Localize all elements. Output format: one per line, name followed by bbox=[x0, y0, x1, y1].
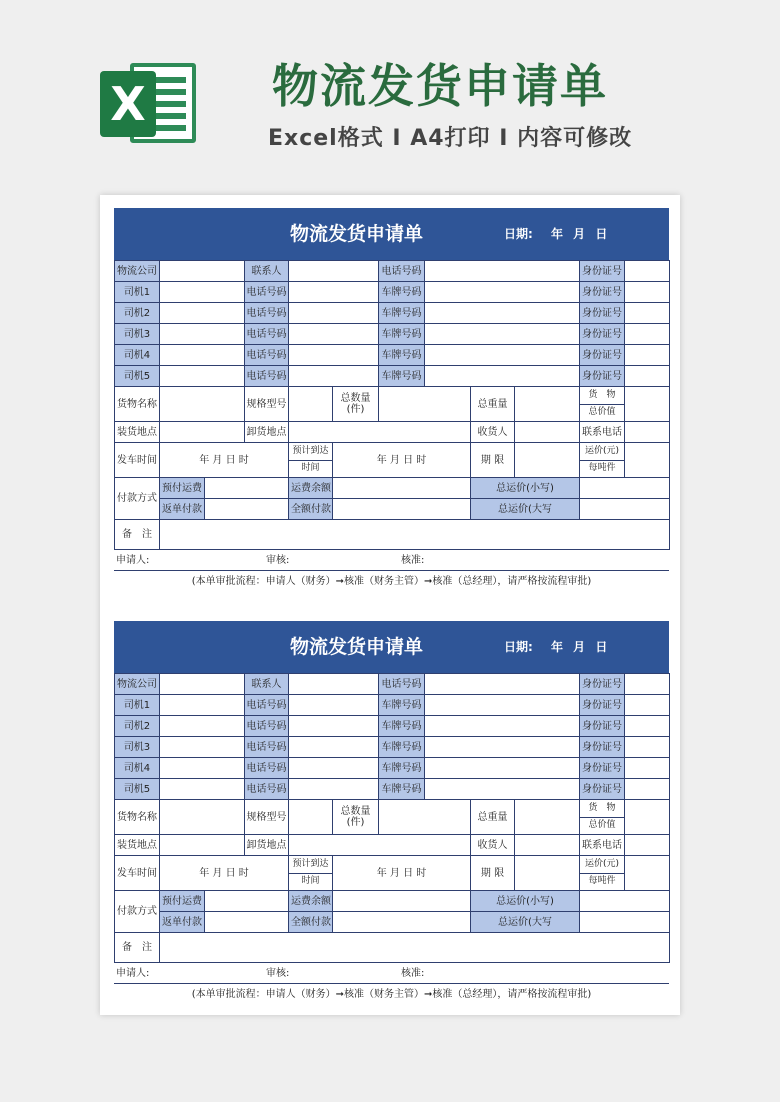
label-plate: 车牌号码 bbox=[379, 303, 425, 324]
row-driver-3 bbox=[115, 737, 670, 758]
input-total-small[interactable] bbox=[580, 478, 670, 499]
row-driver-5 bbox=[115, 366, 670, 387]
label-driver: 司机5 bbox=[115, 366, 160, 387]
label-driver-phone: 电话号码 bbox=[245, 716, 289, 737]
row-remark bbox=[115, 520, 670, 550]
input-prepaid[interactable] bbox=[205, 891, 289, 912]
label-total-big: 总运价(大写 bbox=[471, 912, 580, 933]
label-total-big: 总运价(大写 bbox=[471, 499, 580, 520]
label-goods-a: 货 物 bbox=[580, 387, 625, 405]
row-depart bbox=[115, 443, 670, 461]
input-plate[interactable] bbox=[425, 282, 580, 303]
input-freight[interactable] bbox=[625, 856, 670, 891]
input-return-pay[interactable] bbox=[205, 912, 289, 933]
form-title: 物流发货申请单 bbox=[290, 636, 424, 658]
input-total-big[interactable] bbox=[580, 499, 670, 520]
row-goods bbox=[115, 387, 670, 405]
label-driver: 司机2 bbox=[115, 716, 160, 737]
input-eta-time[interactable]: 年 月 日 时 bbox=[333, 443, 471, 478]
input-driver-idcard[interactable] bbox=[625, 366, 670, 387]
input-driver-idcard[interactable] bbox=[625, 282, 670, 303]
label-driver-phone: 电话号码 bbox=[245, 303, 289, 324]
row-signatures bbox=[114, 550, 669, 571]
input-driver-phone[interactable] bbox=[289, 758, 379, 779]
input-driver-name[interactable] bbox=[160, 737, 245, 758]
input-total-qty[interactable] bbox=[379, 800, 471, 835]
label-contact: 联系人 bbox=[245, 261, 289, 282]
label-approve: 核准: bbox=[401, 554, 425, 566]
label-driver-idcard: 身份证号 bbox=[580, 779, 625, 800]
label-freight-a: 运价(元) bbox=[580, 856, 625, 874]
label-load-place: 装货地点 bbox=[115, 835, 160, 856]
date-ymd: 年 月 日 bbox=[551, 227, 608, 241]
label-goods-b: 总价值 bbox=[580, 404, 625, 422]
label-prepaid: 预付运费 bbox=[160, 891, 205, 912]
input-phone[interactable] bbox=[425, 261, 580, 282]
label-driver: 司机2 bbox=[115, 303, 160, 324]
row-company bbox=[115, 261, 670, 282]
form-table bbox=[114, 673, 670, 963]
label-applicant: 申请人: bbox=[116, 554, 150, 566]
input-freight-balance[interactable] bbox=[333, 478, 471, 499]
label-total-weight: 总重量 bbox=[471, 800, 515, 835]
label-driver-phone: 电话号码 bbox=[245, 779, 289, 800]
input-driver-name[interactable] bbox=[160, 282, 245, 303]
label-total-weight: 总重量 bbox=[471, 387, 515, 422]
input-plate[interactable] bbox=[425, 737, 580, 758]
form-title-bar bbox=[114, 621, 669, 673]
label-plate: 车牌号码 bbox=[379, 695, 425, 716]
label-total-small: 总运价(小写) bbox=[471, 478, 580, 499]
input-plate[interactable] bbox=[425, 324, 580, 345]
label-driver-idcard: 身份证号 bbox=[580, 737, 625, 758]
row-driver-4 bbox=[115, 345, 670, 366]
row-flow-note bbox=[114, 571, 669, 592]
label-driver-idcard: 身份证号 bbox=[580, 716, 625, 737]
label-phone: 电话号码 bbox=[379, 674, 425, 695]
form-table bbox=[114, 260, 670, 550]
label-remark: 备 注 bbox=[115, 933, 160, 963]
row-company bbox=[115, 674, 670, 695]
input-driver-phone[interactable] bbox=[289, 779, 379, 800]
label-driver-phone: 电话号码 bbox=[245, 345, 289, 366]
application-form-1 bbox=[114, 208, 669, 591]
input-load-place[interactable] bbox=[160, 422, 245, 443]
label-phone: 电话号码 bbox=[379, 261, 425, 282]
input-phone[interactable] bbox=[425, 674, 580, 695]
approval-flow-note: (本单审批流程：申请人（财务）➞核准（财务主管）➞核准（总经理），请严格按流程审批) bbox=[114, 571, 669, 592]
input-driver-name[interactable] bbox=[160, 324, 245, 345]
input-term[interactable] bbox=[515, 856, 580, 891]
label-full-pay: 全额付款 bbox=[289, 912, 333, 933]
row-remark bbox=[115, 933, 670, 963]
label-applicant: 申请人: bbox=[116, 967, 150, 979]
label-receiver: 收货人 bbox=[471, 422, 515, 443]
input-plate[interactable] bbox=[425, 366, 580, 387]
input-contact-phone[interactable] bbox=[625, 422, 670, 443]
label-freight-balance: 运费余额 bbox=[289, 478, 333, 499]
row-driver-1 bbox=[115, 282, 670, 303]
label-idcard: 身份证号 bbox=[580, 674, 625, 695]
label-driver-phone: 电话号码 bbox=[245, 366, 289, 387]
page-subtitle: Excel格式 I A4打印 I 内容可修改 bbox=[268, 126, 633, 151]
signature-table bbox=[114, 550, 669, 591]
label-freight-a: 运价(元) bbox=[580, 443, 625, 461]
label-plate: 车牌号码 bbox=[379, 716, 425, 737]
row-pay-2 bbox=[115, 499, 670, 520]
input-driver-idcard[interactable] bbox=[625, 303, 670, 324]
label-driver-idcard: 身份证号 bbox=[580, 695, 625, 716]
signature-table bbox=[114, 963, 669, 1004]
label-full-pay: 全额付款 bbox=[289, 499, 333, 520]
input-driver-name[interactable] bbox=[160, 366, 245, 387]
input-freight-balance[interactable] bbox=[333, 891, 471, 912]
input-total-qty[interactable] bbox=[379, 387, 471, 422]
input-contact[interactable] bbox=[289, 261, 379, 282]
label-return-pay: 返单付款 bbox=[160, 499, 205, 520]
approval-flow-note: (本单审批流程：申请人（财务）➞核准（财务主管）➞核准（总经理），请严格按流程审批) bbox=[114, 984, 669, 1005]
input-goods-name[interactable] bbox=[160, 800, 245, 835]
label-total-small: 总运价(小写) bbox=[471, 891, 580, 912]
label-contact-phone: 联系电话 bbox=[580, 835, 625, 856]
date-ymd: 年 月 日 bbox=[551, 640, 608, 654]
input-driver-name[interactable] bbox=[160, 779, 245, 800]
label-depart-time: 发车时间 bbox=[115, 856, 160, 891]
input-company[interactable] bbox=[160, 674, 245, 695]
label-receiver: 收货人 bbox=[471, 835, 515, 856]
input-prepaid[interactable] bbox=[205, 478, 289, 499]
input-company[interactable] bbox=[160, 261, 245, 282]
row-depart bbox=[115, 856, 670, 874]
label-driver-idcard: 身份证号 bbox=[580, 303, 625, 324]
label-review: 审核: bbox=[266, 967, 290, 979]
label-return-pay: 返单付款 bbox=[160, 912, 205, 933]
label-driver-phone: 电话号码 bbox=[245, 695, 289, 716]
input-driver-idcard[interactable] bbox=[625, 779, 670, 800]
label-driver: 司机3 bbox=[115, 324, 160, 345]
label-driver: 司机4 bbox=[115, 345, 160, 366]
input-driver-phone[interactable] bbox=[289, 303, 379, 324]
input-remark[interactable] bbox=[160, 520, 670, 550]
row-pay-1 bbox=[115, 891, 670, 912]
input-driver-idcard[interactable] bbox=[625, 324, 670, 345]
input-goods-value[interactable] bbox=[625, 800, 670, 835]
label-depart-time: 发车时间 bbox=[115, 443, 160, 478]
label-driver-idcard: 身份证号 bbox=[580, 758, 625, 779]
input-driver-phone[interactable] bbox=[289, 282, 379, 303]
label-goods-name: 货物名称 bbox=[115, 387, 160, 422]
label-pay-method: 付款方式 bbox=[115, 891, 160, 933]
page-header bbox=[0, 0, 780, 185]
input-total-weight[interactable] bbox=[515, 800, 580, 835]
row-driver-2 bbox=[115, 303, 670, 324]
label-plate: 车牌号码 bbox=[379, 737, 425, 758]
input-load-place[interactable] bbox=[160, 835, 245, 856]
row-driver-3 bbox=[115, 324, 670, 345]
label-remark: 备 注 bbox=[115, 520, 160, 550]
input-term[interactable] bbox=[515, 443, 580, 478]
label-plate: 车牌号码 bbox=[379, 758, 425, 779]
input-plate[interactable] bbox=[425, 779, 580, 800]
input-driver-phone[interactable] bbox=[289, 737, 379, 758]
label-driver-phone: 电话号码 bbox=[245, 758, 289, 779]
input-driver-name[interactable] bbox=[160, 716, 245, 737]
label-driver: 司机5 bbox=[115, 779, 160, 800]
label-unload-place: 卸货地点 bbox=[245, 422, 289, 443]
input-remark[interactable] bbox=[160, 933, 670, 963]
label-plate: 车牌号码 bbox=[379, 324, 425, 345]
input-receiver[interactable] bbox=[515, 422, 580, 443]
input-driver-idcard[interactable] bbox=[625, 758, 670, 779]
row-pay-2 bbox=[115, 912, 670, 933]
input-freight[interactable] bbox=[625, 443, 670, 478]
label-company: 物流公司 bbox=[115, 674, 160, 695]
input-full-pay[interactable] bbox=[333, 499, 471, 520]
date-label: 日期: bbox=[504, 640, 533, 654]
label-spec: 规格型号 bbox=[245, 800, 289, 835]
input-driver-name[interactable] bbox=[160, 345, 245, 366]
label-unload-place: 卸货地点 bbox=[245, 835, 289, 856]
label-review: 审核: bbox=[266, 554, 290, 566]
label-driver-phone: 电话号码 bbox=[245, 737, 289, 758]
label-eta-b: 时间 bbox=[289, 873, 333, 891]
input-spec[interactable] bbox=[289, 387, 333, 422]
row-driver-4 bbox=[115, 758, 670, 779]
label-goods-name: 货物名称 bbox=[115, 800, 160, 835]
label-contact: 联系人 bbox=[245, 674, 289, 695]
label-driver-idcard: 身份证号 bbox=[580, 282, 625, 303]
label-eta-a: 预计到达 bbox=[289, 856, 333, 874]
label-eta-a: 预计到达 bbox=[289, 443, 333, 461]
input-plate[interactable] bbox=[425, 758, 580, 779]
input-driver-name[interactable] bbox=[160, 695, 245, 716]
input-depart-time[interactable]: 年 月 日 时 bbox=[160, 443, 289, 478]
page-title: 物流发货申请单 bbox=[272, 59, 608, 113]
input-contact-phone[interactable] bbox=[625, 835, 670, 856]
input-driver-idcard[interactable] bbox=[625, 737, 670, 758]
label-freight-b: 每吨件 bbox=[580, 460, 625, 478]
label-driver: 司机3 bbox=[115, 737, 160, 758]
input-unload-place[interactable] bbox=[289, 422, 471, 443]
row-signatures bbox=[114, 963, 669, 984]
input-idcard[interactable] bbox=[625, 261, 670, 282]
input-spec[interactable] bbox=[289, 800, 333, 835]
input-driver-idcard[interactable] bbox=[625, 695, 670, 716]
paper-sheet bbox=[100, 195, 680, 1015]
label-spec: 规格型号 bbox=[245, 387, 289, 422]
input-driver-phone[interactable] bbox=[289, 695, 379, 716]
label-freight-balance: 运费余额 bbox=[289, 891, 333, 912]
input-eta-time[interactable]: 年 月 日 时 bbox=[333, 856, 471, 891]
label-driver-idcard: 身份证号 bbox=[580, 324, 625, 345]
label-plate: 车牌号码 bbox=[379, 366, 425, 387]
form-title: 物流发货申请单 bbox=[290, 223, 424, 245]
date-label: 日期: bbox=[504, 227, 533, 241]
input-goods-name[interactable] bbox=[160, 387, 245, 422]
label-term: 期 限 bbox=[471, 856, 515, 891]
label-total-qty: 总数量 (件) bbox=[333, 800, 379, 835]
input-driver-phone[interactable] bbox=[289, 345, 379, 366]
input-total-big[interactable] bbox=[580, 912, 670, 933]
label-freight-b: 每吨件 bbox=[580, 873, 625, 891]
label-driver: 司机4 bbox=[115, 758, 160, 779]
row-driver-1 bbox=[115, 695, 670, 716]
input-unload-place[interactable] bbox=[289, 835, 471, 856]
input-plate[interactable] bbox=[425, 716, 580, 737]
label-plate: 车牌号码 bbox=[379, 345, 425, 366]
excel-x-badge: X bbox=[100, 71, 156, 137]
form-title-bar bbox=[114, 208, 669, 260]
application-form-2 bbox=[114, 621, 669, 1004]
label-contact-phone: 联系电话 bbox=[580, 422, 625, 443]
row-driver-2 bbox=[115, 716, 670, 737]
input-contact[interactable] bbox=[289, 674, 379, 695]
label-goods-b: 总价值 bbox=[580, 817, 625, 835]
label-pay-method: 付款方式 bbox=[115, 478, 160, 520]
input-plate[interactable] bbox=[425, 303, 580, 324]
label-total-qty: 总数量 (件) bbox=[333, 387, 379, 422]
label-driver-idcard: 身份证号 bbox=[580, 345, 625, 366]
input-return-pay[interactable] bbox=[205, 499, 289, 520]
input-driver-idcard[interactable] bbox=[625, 716, 670, 737]
row-flow-note bbox=[114, 984, 669, 1005]
label-eta-b: 时间 bbox=[289, 460, 333, 478]
label-load-place: 装货地点 bbox=[115, 422, 160, 443]
input-driver-idcard[interactable] bbox=[625, 345, 670, 366]
label-goods-a: 货 物 bbox=[580, 800, 625, 818]
label-company: 物流公司 bbox=[115, 261, 160, 282]
row-pay-1 bbox=[115, 478, 670, 499]
input-idcard[interactable] bbox=[625, 674, 670, 695]
input-driver-name[interactable] bbox=[160, 758, 245, 779]
input-total-small[interactable] bbox=[580, 891, 670, 912]
label-plate: 车牌号码 bbox=[379, 282, 425, 303]
input-receiver[interactable] bbox=[515, 835, 580, 856]
input-driver-phone[interactable] bbox=[289, 324, 379, 345]
row-driver-5 bbox=[115, 779, 670, 800]
label-driver-phone: 电话号码 bbox=[245, 324, 289, 345]
label-idcard: 身份证号 bbox=[580, 261, 625, 282]
label-prepaid: 预付运费 bbox=[160, 478, 205, 499]
label-driver-phone: 电话号码 bbox=[245, 282, 289, 303]
input-full-pay[interactable] bbox=[333, 912, 471, 933]
label-term: 期 限 bbox=[471, 443, 515, 478]
row-places bbox=[115, 422, 670, 443]
input-driver-name[interactable] bbox=[160, 303, 245, 324]
label-approve: 核准: bbox=[401, 967, 425, 979]
row-goods bbox=[115, 800, 670, 818]
input-plate[interactable] bbox=[425, 345, 580, 366]
label-driver: 司机1 bbox=[115, 282, 160, 303]
label-driver-idcard: 身份证号 bbox=[580, 366, 625, 387]
input-depart-time[interactable]: 年 月 日 时 bbox=[160, 856, 289, 891]
input-total-weight[interactable] bbox=[515, 387, 580, 422]
label-plate: 车牌号码 bbox=[379, 779, 425, 800]
input-driver-phone[interactable] bbox=[289, 366, 379, 387]
row-places bbox=[115, 835, 670, 856]
input-plate[interactable] bbox=[425, 695, 580, 716]
label-driver: 司机1 bbox=[115, 695, 160, 716]
input-driver-phone[interactable] bbox=[289, 716, 379, 737]
input-goods-value[interactable] bbox=[625, 387, 670, 422]
excel-icon bbox=[100, 57, 198, 149]
